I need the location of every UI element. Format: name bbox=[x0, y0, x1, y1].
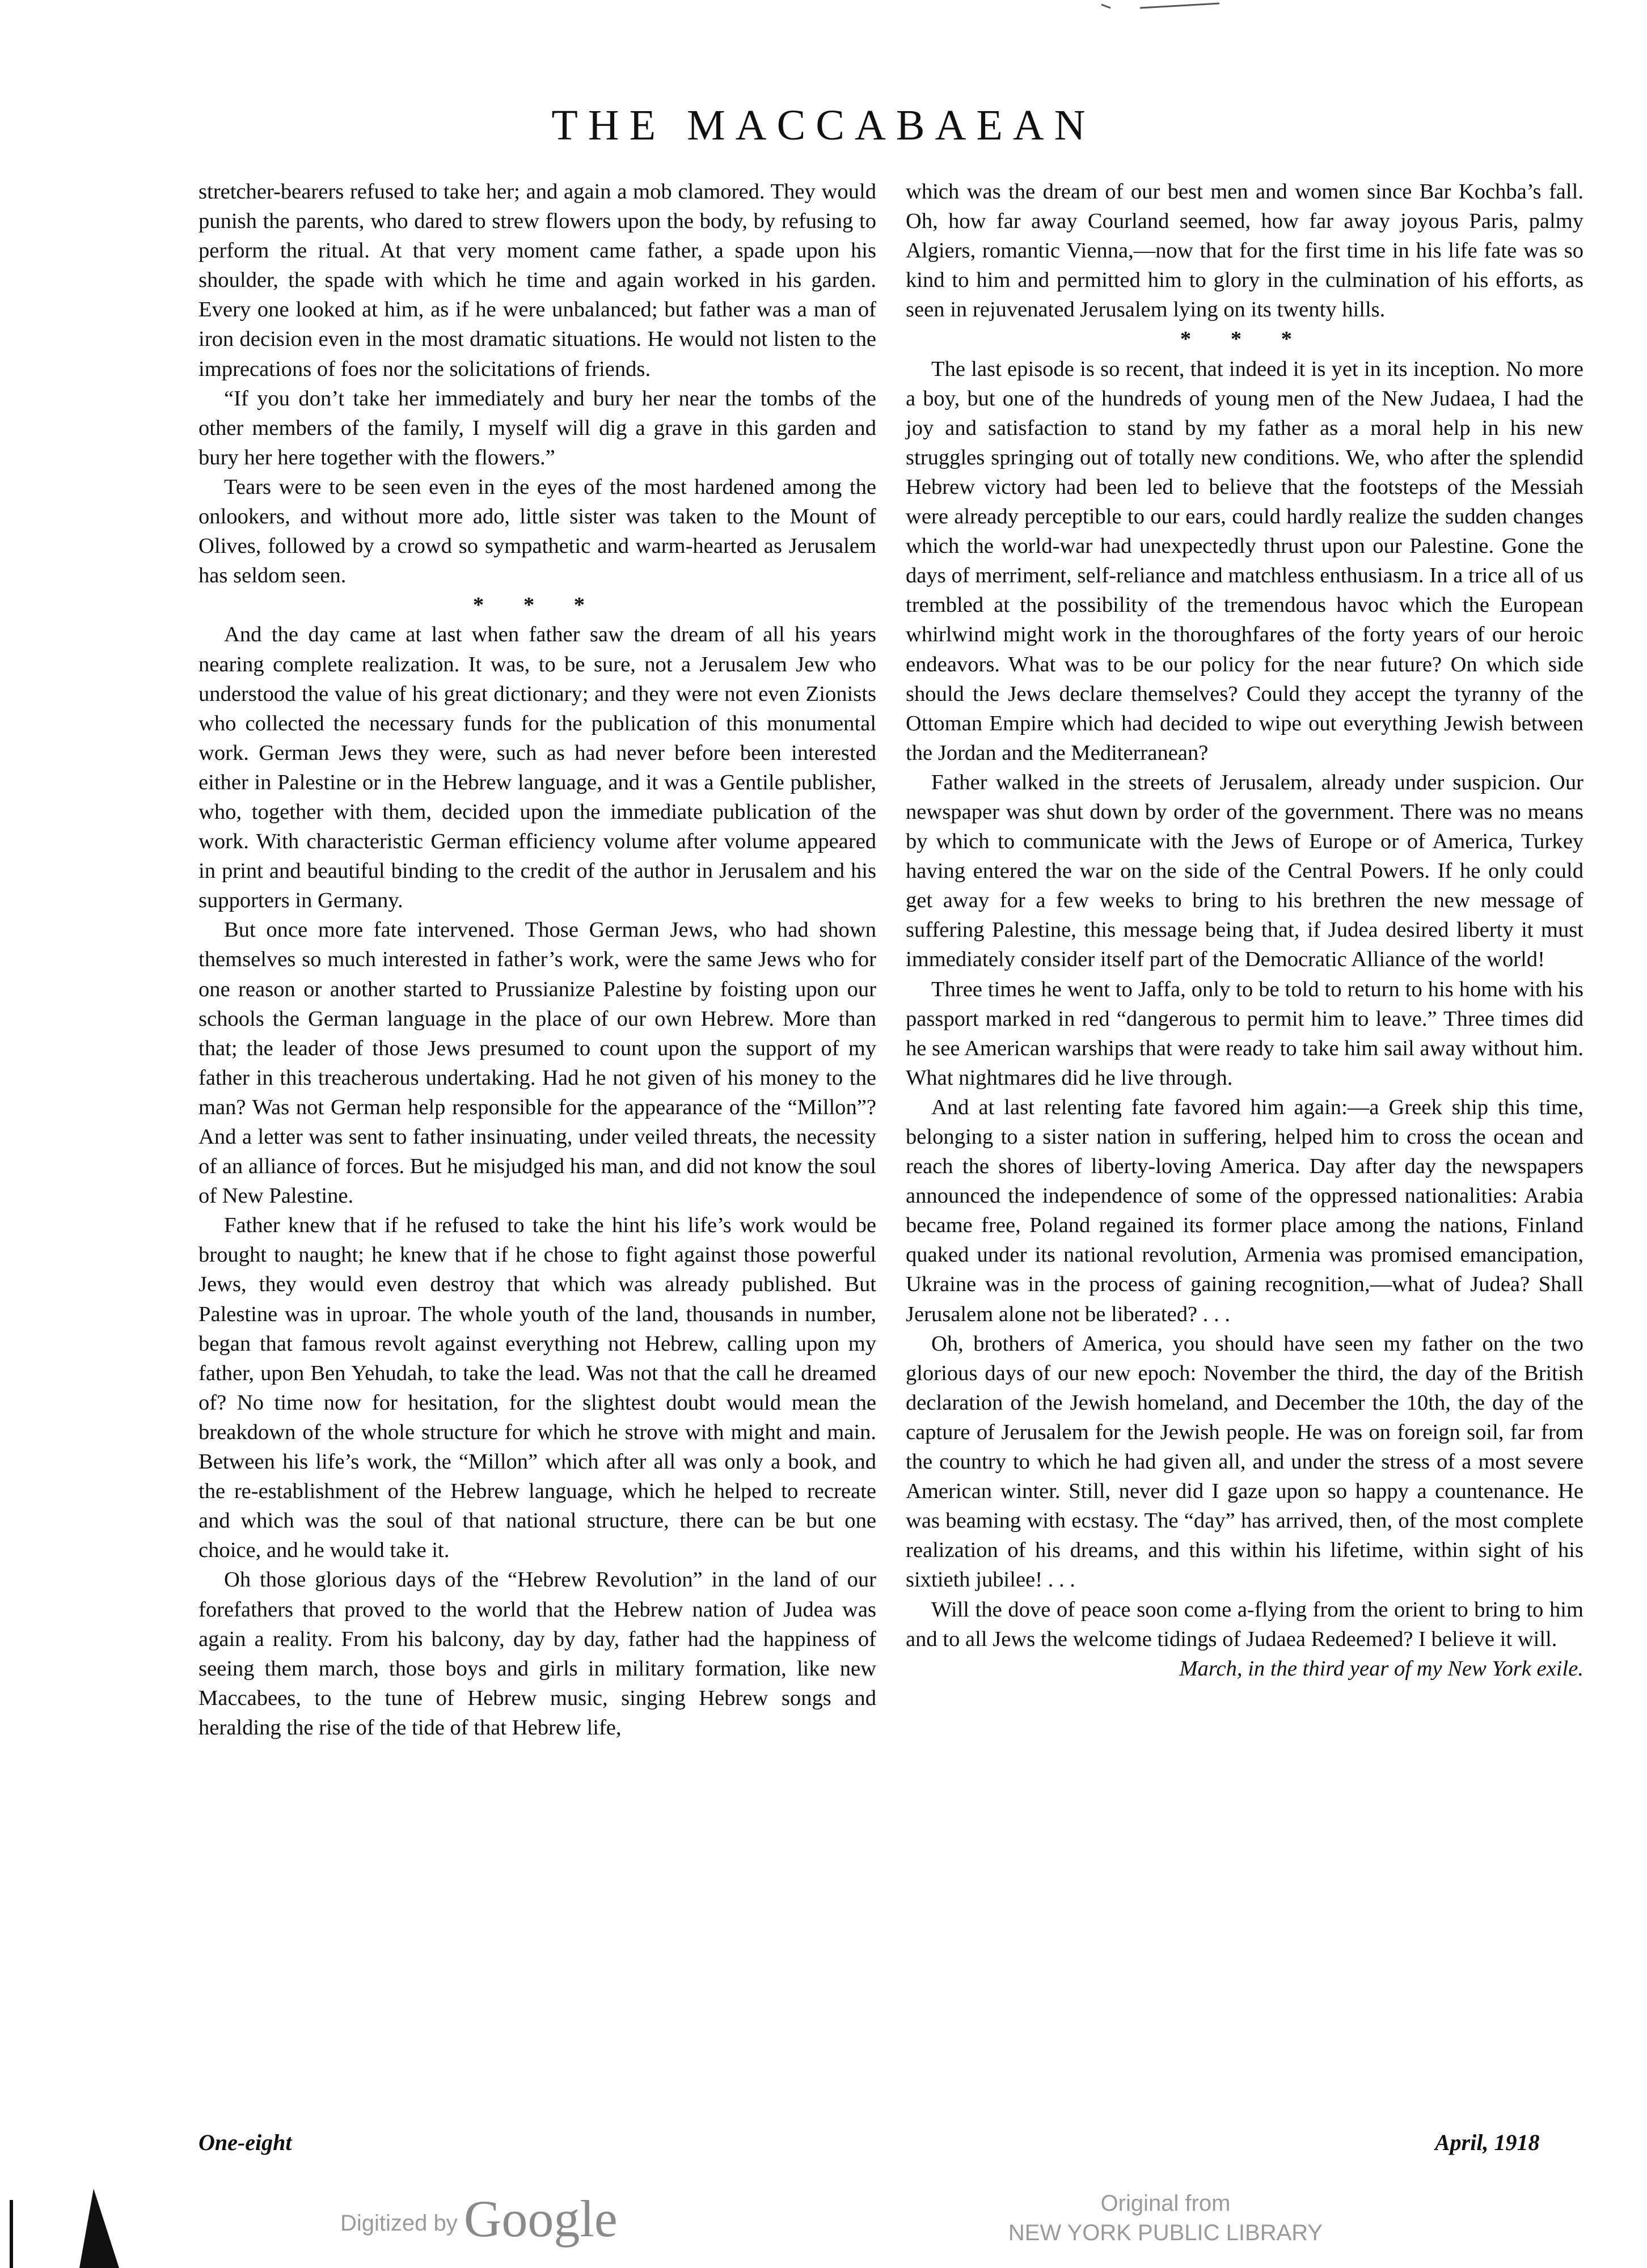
original-from-watermark bbox=[995, 2189, 1336, 2248]
original-from-text: Original from bbox=[1100, 2191, 1231, 2216]
paragraph: Father walked in the streets of Jerusalem, already under suspicion. Our newspaper was shut down by order of the government. There was no means by which to communicate with the Jews of Europe or of America, Turkey having entered the war on the side of the Central Powers. If he only could get away for a few weeks to bring to his brethren the new message of suffering Palestine, this message being that, if Judea desired liberty it must immediately consider itself part of the Democratic Alliance of the world! bbox=[906, 770, 1583, 972]
page-label: One-eight bbox=[199, 2130, 292, 2155]
paragraph: Will the dove of peace soon come a-flying from the orient to bring to him and to all Jews the welcome tidings of Judaea Redeemed? I believe it will. bbox=[906, 1597, 1583, 1651]
issue-date: April, 1918 bbox=[1435, 2130, 1540, 2155]
section-divider: * * * bbox=[1180, 327, 1310, 352]
paragraph: But once more fate intervened. Those German Jews, who had shown themselves so much interested in father’s work, were the same Jews who for one reason or another started to Prussianize Palestine by foisting upon our schools the German language in the place of our own Hebrew. More than that; the leader of those Jews presumed to count upon the support of my father in this treacherous undertaking. Had he not given of his money to the man? Was not German help responsible for the appearance of the “Millon”? And a letter was sent to father insinuating, under veiled threats, the necessity of an alliance of forces. But he misjudged his man, and did not know the soul of New Palestine. bbox=[199, 918, 876, 1208]
digitized-by-text: Digitized by bbox=[340, 2211, 458, 2236]
paragraph: And the day came at last when father saw the dream of all his years nearing complete realization. It was, to be sure, not a Jerusalem Jew who understood the value of his great dictionary; and they were not even Zionists who collected the necessary funds for the publication of this monumental work. German Jews they were, such as had never before been interested either in Palestine or in the Hebrew language, and it was a Gentile publisher, who, together with them, decided upon the immediate publication of the work. With characteristic German efficiency volume after volume appeared in print and beautiful binding to the credit of the author in Jerusalem and his supporters in Germany. bbox=[199, 623, 876, 913]
paragraph: The last episode is so recent, that indeed it is yet in its inception. No more a boy, but one of the hundreds of young men of the New Judaea, I had the joy and satisfaction to stand by my father as a moral help in his new struggles springing out of totally new conditions. We, who after the splendid Hebrew victory had been led to believe that the footsteps of the Messiah were already perceptible to our ears, could hardly realize the sudden changes which the world-war had unexpectedly thrust upon our Palestine. Gone the days of merriment, self-reliance and matchless enthusiasm. In a trice all of us trembled at the possibility of the tremendous havoc which the European whirlwind might work in the thoroughfares of the forty years of our heroic endeavors. What was to be our policy for the near future? On which side should the Jews declare themselves? Could they accept the tyranny of the Ottoman Empire which had decided to wipe out everything Jewish between the Jordan and the Mediterranean? bbox=[906, 357, 1583, 765]
signature-line: March, in the third year of my New York exile. bbox=[1179, 1656, 1583, 1681]
right-column bbox=[906, 177, 1583, 1683]
masthead-title: THE MACCABAEAN bbox=[551, 101, 1096, 149]
paragraph: “If you don’t take her immediately and bury her near the tombs of the other members of the family, I myself will dig a grave in this garden and bury her here together with the flowers.” bbox=[199, 386, 876, 469]
paragraph: stretcher-bearers refused to take her; and again a mob clamored. They would punish the parents, who dared to strew flowers upon the body, by refusing to perform the ritual. At that very moment came father, a spade upon his shoulder, the spade with which he time and again worked in his garden. Every one looked at him, as if he were unbalanced; but father was a man of iron decision even in the most dramatic situations. He would not listen to the imprecations of foes nor the solicitations of friends. bbox=[199, 180, 876, 381]
pen-stroke-mark bbox=[1100, 0, 1225, 17]
paragraph: which was the dream of our best men and women since Bar Kochba’s fall. Oh, how far away Courland seemed, how far away joyous Paris, palmy Algiers, romantic Vienna,—now that for the first time in his life fate was so kind to him and permitted him to glory in the culmination of his efforts, as seen in rejuvenated Jerusalem lying on its twenty hills. bbox=[906, 180, 1583, 322]
google-logo-text: Google bbox=[463, 2190, 618, 2248]
left-column bbox=[199, 177, 876, 1742]
scan-artifact-mark bbox=[6, 2189, 119, 2268]
section-divider: * * * bbox=[472, 593, 602, 617]
paragraph: Father knew that if he refused to take the hint his life’s work would be brought to naught; he knew that if he chose to fight against those powerful Jews, they would even destroy that which was already published. But Palestine was in uproar. The whole youth of the land, thousands in number, began that famous revolt against everything not Hebrew, calling upon my father, upon Ben Yehudah, to take the lead. Was not that the call he dreamed of? No time now for hesitation, for the slightest doubt would mean the breakdown of the whole structure for which he strove with might and main. Between his life’s work, the “Millon” which after all was only a book, and the re-establishment of the Hebrew language, which he helped to recreate and which was the soul of that national structure, there can be but one choice, and he would take it. bbox=[199, 1213, 876, 1563]
paragraph: Tears were to be seen even in the eyes of the most hardened among the onlookers, and without more ado, little sister was taken to the Mount of Olives, followed by a crowd so sympathetic and warm-hearted as Jerusalem has seldom seen. bbox=[199, 475, 876, 588]
paragraph: Oh those glorious days of the “Hebrew Revolution” in the land of our forefathers that proved to the world that the Hebrew nation of Judea was again a reality. From his balcony, day by day, father had the happiness of seeing them march, those boys and girls in military formation, like new Maccabees, to the tune of Hebrew music, singing Hebrew songs and heralding the rise of the tide of that Hebrew life, bbox=[199, 1568, 876, 1740]
paragraph: And at last relenting fate favored him again:—a Greek ship this time, belonging to a sister nation in suffering, helped him to cross the ocean and reach the shores of liberty-loving America. Day after day the newspapers announced the independence of some of the oppressed nationalities: Arabia became free, Poland regained its former place among the nations, Finland quaked under its national revolution, Armenia was promised emancipation, Ukraine was in the process of gaining recognition,—what of Judea? Shall Jerusalem alone not be liberated? . . . bbox=[906, 1095, 1583, 1326]
paragraph: Oh, brothers of America, you should have seen my father on the two glorious days of our new epoch: November the third, the day of the British declaration of the Jewish homeland, and December the 10th, the day of the capture of Jerusalem for the Jewish people. He was on foreign soil, far from the country to which he had given all, and under the stress of a most severe American winter. Still, never did I gaze upon so happy a countenance. He was beaming with ecstasy. The “day” has arrived, then, of the most complete realization of his dreams, and this within his lifetime, within sight of his sixtieth jubilee! . . . bbox=[906, 1331, 1583, 1592]
paragraph: Three times he went to Jaffa, only to be told to return to his home with his passport marked in red “dangerous to permit him to leave.” Three times did he see American warships that were ready to take him sail away without him. What nightmares did he live through. bbox=[906, 977, 1583, 1090]
digitized-by-watermark bbox=[340, 2189, 618, 2249]
library-name: NEW YORK PUBLIC LIBRARY bbox=[1008, 2220, 1323, 2245]
